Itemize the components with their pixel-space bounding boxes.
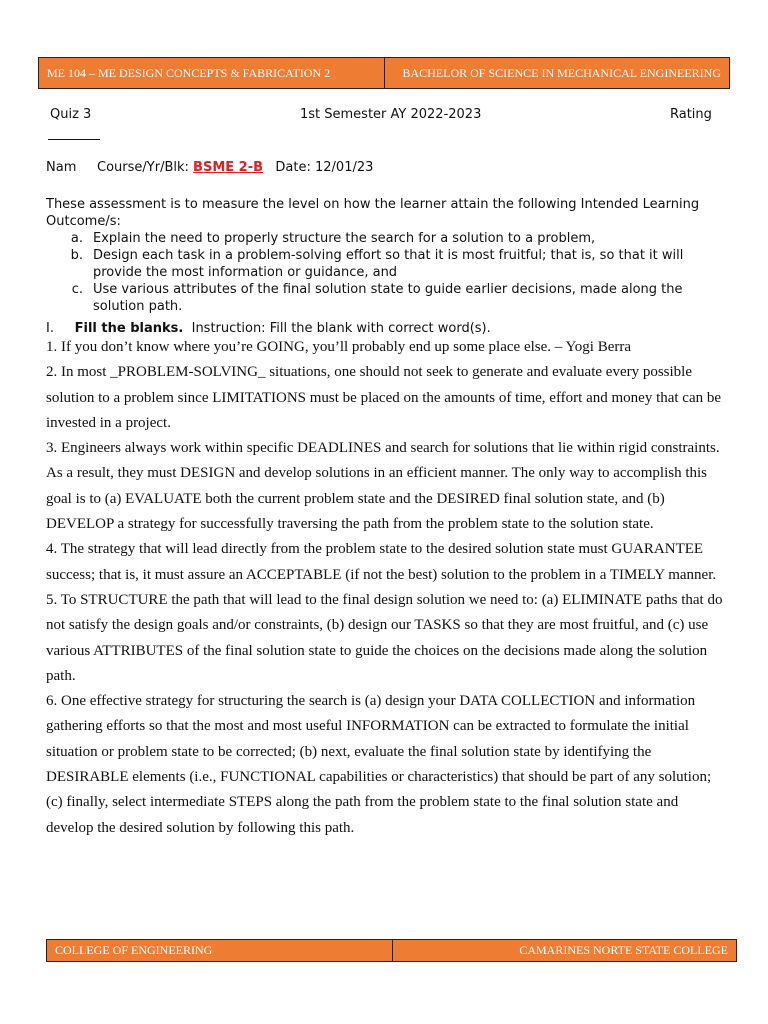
section-heading [46,321,491,336]
question-item: 5. To STRUCTURE the path that will lead to the final design solution we need to: (a) ELIMINATE paths that do not satisfy the design goals and/or constraints, (b) design our TASKS so that they are most fruitful, and (c) use various ATTRIBUTES of the final solution state to guide the choices on the decisions made along the solution path. [46,591,723,684]
outcome-list [46,230,726,315]
semester-label: 1st Semester AY 2022-2023 [300,107,482,122]
outcome-item [46,281,726,315]
footer-college: COLLEGE OF ENGINEERING [47,940,393,961]
name-label: Nam [46,160,77,175]
header-bar [38,57,730,89]
outcome-text: Design each task in a problem-solving effort so that it is most fruitful; that is, so that it will provide the most information or guidance, and [93,248,684,280]
section-number: I. [46,321,54,336]
question-item: 1. If you don’t know where you’re GOING, you’ll probably end up some place else. – Yogi Berra [46,339,632,355]
intro-text: These assessment is to measure the level on how the learner attain the following Intended Learning Outcome/s: [46,197,700,229]
footer-bar [46,939,737,962]
question-item: 4. The strategy that will lead directly from the problem state to the desired solution state must GUARANTEE success; that is, it must assure an ACCEPTABLE (if not the best) solution to the problem in a TIMELY manner. [46,541,717,583]
outcome-item [46,247,726,281]
question-item: 6. One effective strategy for structuring the search is (a) design your DATA COLLECTION and information gathering efforts so that the most and most useful INFORMATION can be extracted to formulate the initial situation or problem state to be corrected; (b) next, evaluate the final solution state by identifying the DESIRABLE elements (i.e., FUNCTIONAL capabilities or characteristics) that should be part of any solution; (c) finally, select intermediate STEPS along the path from the problem state to the final solution state and develop the desired solution by following this path. [46,693,712,836]
section-instruction: Instruction: Fill the blank with correct word(s). [191,321,491,336]
outcome-letter: a. [70,231,83,246]
rating-label: Rating [670,107,712,122]
outcome-letter: c. [71,282,83,297]
rating-blank-line [48,139,100,140]
outcome-item [46,230,726,247]
header-program: BACHELOR OF SCIENCE IN MECHANICAL ENGINEERING [402,65,721,80]
question-list [46,335,728,841]
block-value: BSME 2-B [193,160,264,175]
quiz-label: Quiz 3 [50,107,92,122]
outcome-letter: b. [70,248,83,263]
date-label: Date: 12/01/23 [275,160,374,175]
section-title: Fill the blanks. [74,321,184,336]
outcome-text: Explain the need to properly structure the search for a solution to a problem, [93,231,596,246]
outcome-text: Use various attributes of the final solution state to guide earlier decisions, made along the solution path. [93,282,683,314]
footer-school: CAMARINES NORTE STATE COLLEGE [519,943,728,957]
header-course: ME 104 – ME DESIGN CONCEPTS & FABRICATION 2 [39,58,385,88]
question-item: 3. Engineers always work within specific DEADLINES and search for solutions that lie within rigid constraints. As a result, they must DESIGN and develop solutions in an efficient manner. The only way to accomplish this goal is to (a) EVALUATE both the current problem state and the DESIRED final solution state, and (b) DEVELOP a strategy for successfully traversing the path from the problem state to the solution state. [46,440,720,533]
course-label: Course/Yr/Blk: [97,160,189,175]
question-item: 2. In most _PROBLEM-SOLVING_ situations, one should not seek to generate and evaluate every possible solution to a problem since LIMITATIONS must be placed on the amounts of time, effort and money that can be invested in a project. [46,364,722,431]
student-info-line [46,160,373,175]
